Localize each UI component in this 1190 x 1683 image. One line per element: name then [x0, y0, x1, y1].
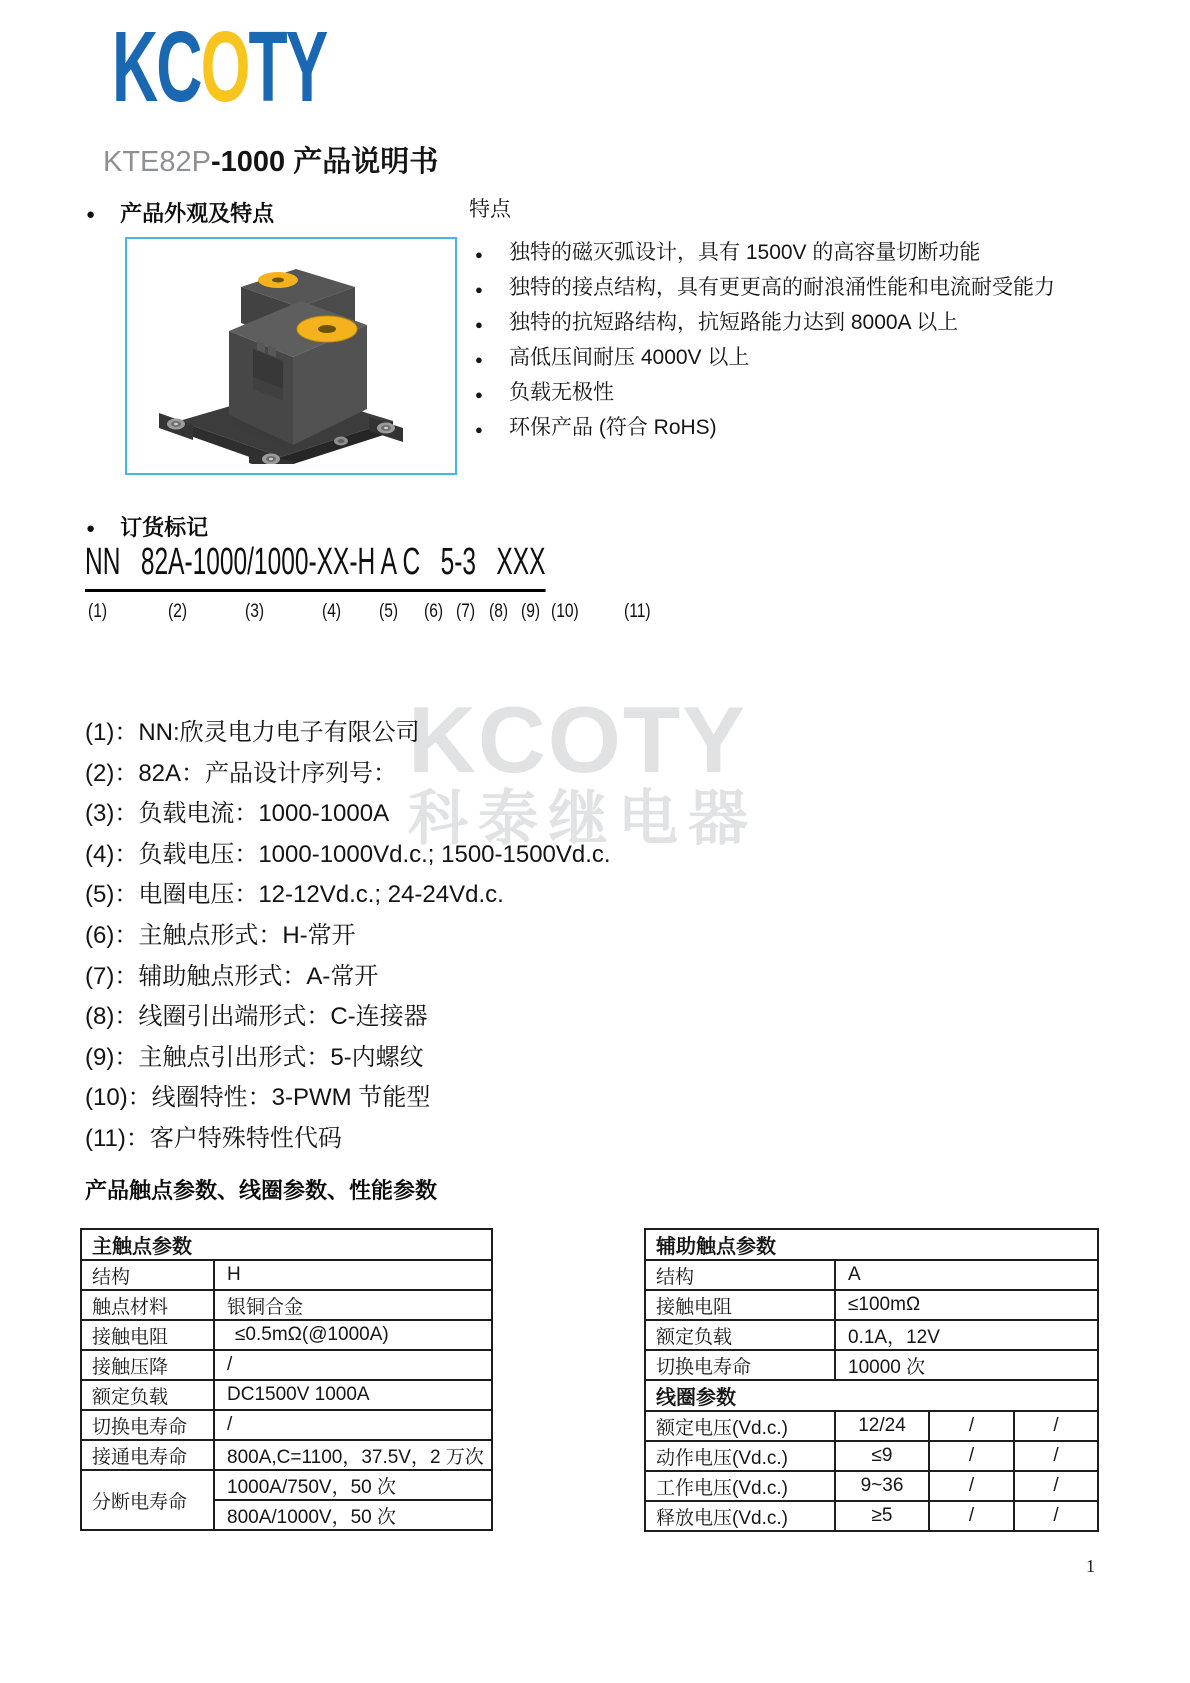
- feature-text: 独特的接点结构，具有更更高的耐浪涌性能和电流耐受能力: [509, 276, 1055, 299]
- param-label: 切换电寿命: [81, 1410, 214, 1440]
- position-label: (2): [168, 601, 188, 622]
- main-contact-table: [80, 1228, 493, 1531]
- legend-item: (1)：NN:欣灵电力电子有限公司: [85, 719, 420, 746]
- param-label: 释放电压(Vd.c.): [645, 1501, 835, 1531]
- table-row: [645, 1290, 1098, 1320]
- position-label: (7): [456, 601, 476, 622]
- table-row: [81, 1350, 492, 1380]
- param-value: /: [1014, 1471, 1098, 1501]
- param-label: 接触压降: [81, 1350, 214, 1380]
- page-number: 1: [1086, 1556, 1095, 1576]
- param-value: 9~36: [835, 1471, 929, 1501]
- legend-item: (4)：负载电压：1000-1000Vd.c.; 1500-1500Vd.c.: [85, 840, 611, 868]
- position-label: (6): [424, 601, 444, 622]
- param-label: 接触电阻: [645, 1290, 835, 1320]
- position-label: (9): [521, 601, 541, 622]
- param-label: 触点材料: [81, 1290, 214, 1320]
- product-model: KTE82P: [103, 146, 211, 178]
- section-ordering-label: 订货标记: [120, 515, 209, 540]
- param-label: 动作电压(Vd.c.): [645, 1441, 835, 1471]
- param-label: 额定负载: [645, 1320, 835, 1350]
- table-row: [645, 1350, 1098, 1380]
- param-value: /: [1014, 1411, 1098, 1441]
- table-row: [645, 1471, 1098, 1501]
- position-label: (11): [624, 601, 651, 622]
- param-value: ≤9: [835, 1441, 929, 1471]
- legend-item: (7)：辅助触点形式：A-常开: [85, 962, 379, 990]
- legend-item: (2)：82A：产品设计序列号：: [85, 759, 398, 787]
- table-row: [81, 1320, 492, 1350]
- table-row: [645, 1411, 1098, 1441]
- table-row: [645, 1501, 1098, 1531]
- feature-text: 高低压间耐压 4000V 以上: [509, 346, 750, 369]
- param-label: 接通电寿命: [81, 1440, 214, 1470]
- table-row: [645, 1320, 1098, 1350]
- watermark-line1: KCOTY: [408, 687, 747, 792]
- feature-item: [469, 376, 1149, 411]
- ordering-legend: [85, 713, 611, 1160]
- logo-letter: K: [112, 11, 157, 123]
- param-value: 800A,C=1100，37.5V，2 万次: [214, 1440, 492, 1470]
- param-label: 接触电阻: [81, 1320, 214, 1350]
- legend-item: (6)：主触点形式：H-常开: [85, 921, 356, 949]
- ordering-code-text: NN 82A-1000/1000-XX-H A C 5-3 XXX: [85, 541, 545, 592]
- feature-item: [469, 411, 1149, 446]
- table-title: 辅助触点参数: [645, 1229, 1098, 1260]
- bullet-icon: ●: [475, 387, 483, 402]
- bullet-icon: ●: [475, 422, 483, 437]
- param-value: ≤100mΩ: [835, 1290, 1098, 1320]
- feature-item: [469, 341, 1149, 376]
- logo-letter: Y: [285, 11, 327, 123]
- relay-product-image: [141, 249, 441, 464]
- param-value: /: [214, 1410, 492, 1440]
- ordering-position-row: [0, 601, 1190, 627]
- param-value: ≤0.5mΩ(@1000A): [214, 1320, 492, 1350]
- table-title: 主触点参数: [81, 1229, 492, 1260]
- param-value: DC1500V 1000A: [214, 1380, 492, 1410]
- param-label: 结构: [81, 1260, 214, 1290]
- feature-item: [469, 271, 1149, 306]
- features-title: 特点: [469, 198, 511, 221]
- feature-text: 负载无极性: [509, 381, 614, 404]
- table-row: [81, 1440, 492, 1470]
- param-value: 800A/1000V，50 次: [214, 1500, 492, 1530]
- position-label: (1): [88, 601, 108, 622]
- ordering-code: [85, 541, 799, 592]
- param-value: 0.1A，12V: [835, 1320, 1098, 1350]
- params-section-heading: 产品触点参数、线圈参数、性能参数: [85, 1178, 438, 1203]
- param-value: /: [1014, 1501, 1098, 1531]
- bullet-icon: ●: [475, 282, 483, 297]
- section-appearance-label: 产品外观及特点: [120, 201, 275, 226]
- param-value: /: [1014, 1441, 1098, 1471]
- bullet-icon: ●: [475, 247, 483, 262]
- table-row: [645, 1260, 1098, 1290]
- feature-item: [469, 236, 1149, 271]
- param-value: 10000 次: [835, 1350, 1098, 1380]
- legend-item: (8)：线圈引出端形式：C-连接器: [85, 1003, 428, 1031]
- watermark-line2: 科泰继电器: [408, 785, 758, 852]
- bullet-icon: ●: [86, 206, 96, 223]
- param-value: ≥5: [835, 1501, 929, 1531]
- legend-item: (9)：主触点引出形式：5-内螺纹: [85, 1043, 424, 1071]
- legend-item: (10)：线圈特性：3-PWM 节能型: [85, 1084, 431, 1112]
- feature-text: 环保产品 (符合 RoHS): [509, 416, 717, 439]
- param-value: 1000A/750V，50 次: [214, 1470, 492, 1500]
- legend-item: (3)：负载电流：1000-1000A: [85, 800, 390, 828]
- title-suffix: -1000 产品说明书: [211, 146, 439, 178]
- position-label: (10): [551, 601, 579, 622]
- feature-text: 独特的抗短路结构，抗短路能力达到 8000A 以上: [509, 311, 959, 334]
- param-value: /: [929, 1441, 1014, 1471]
- table-row: [645, 1441, 1098, 1471]
- page-title: [103, 139, 438, 180]
- param-label: 额定负载: [81, 1380, 214, 1410]
- legend-item: (5)：电圈电压：12-12Vd.c.; 24-24Vd.c.: [85, 881, 504, 909]
- features-panel: [469, 193, 1149, 446]
- bullet-icon: ●: [475, 352, 483, 367]
- bullet-icon: ●: [86, 520, 96, 537]
- param-value: A: [835, 1260, 1098, 1290]
- logo-letter: O: [200, 11, 249, 123]
- param-value: /: [929, 1411, 1014, 1441]
- table-title: 线圈参数: [645, 1380, 1098, 1411]
- param-value: /: [929, 1471, 1014, 1501]
- param-value: H: [214, 1260, 492, 1290]
- company-logo: [112, 11, 327, 123]
- table-row: [81, 1290, 492, 1320]
- param-label: 结构: [645, 1260, 835, 1290]
- product-image-box: [125, 237, 457, 475]
- param-label: 工作电压(Vd.c.): [645, 1471, 835, 1501]
- param-value: /: [929, 1501, 1014, 1531]
- param-label: 切换电寿命: [645, 1350, 835, 1380]
- feature-text: 独特的磁灭弧设计，具有 1500V 的高容量切断功能: [509, 241, 981, 264]
- table-row: [81, 1410, 492, 1440]
- position-label: (3): [245, 601, 265, 622]
- position-label: (5): [379, 601, 399, 622]
- param-value: /: [214, 1350, 492, 1380]
- table-row: [81, 1260, 492, 1290]
- logo-letter: T: [248, 11, 286, 123]
- position-label: (8): [489, 601, 509, 622]
- param-label: 分断电寿命: [81, 1470, 214, 1530]
- param-label: 额定电压(Vd.c.): [645, 1411, 835, 1441]
- bullet-icon: ●: [475, 317, 483, 332]
- param-value: 银铜合金: [214, 1290, 492, 1320]
- table-row: [81, 1470, 492, 1500]
- section-appearance-heading: [86, 197, 274, 228]
- feature-item: [469, 306, 1149, 341]
- param-value: 12/24: [835, 1411, 929, 1441]
- legend-item: (11)：客户特殊特性代码: [85, 1124, 342, 1152]
- logo-letter: C: [156, 11, 201, 123]
- position-label: (4): [322, 601, 342, 622]
- section-ordering-heading: [86, 511, 208, 542]
- table-row: [81, 1380, 492, 1410]
- aux-coil-table: [644, 1228, 1099, 1532]
